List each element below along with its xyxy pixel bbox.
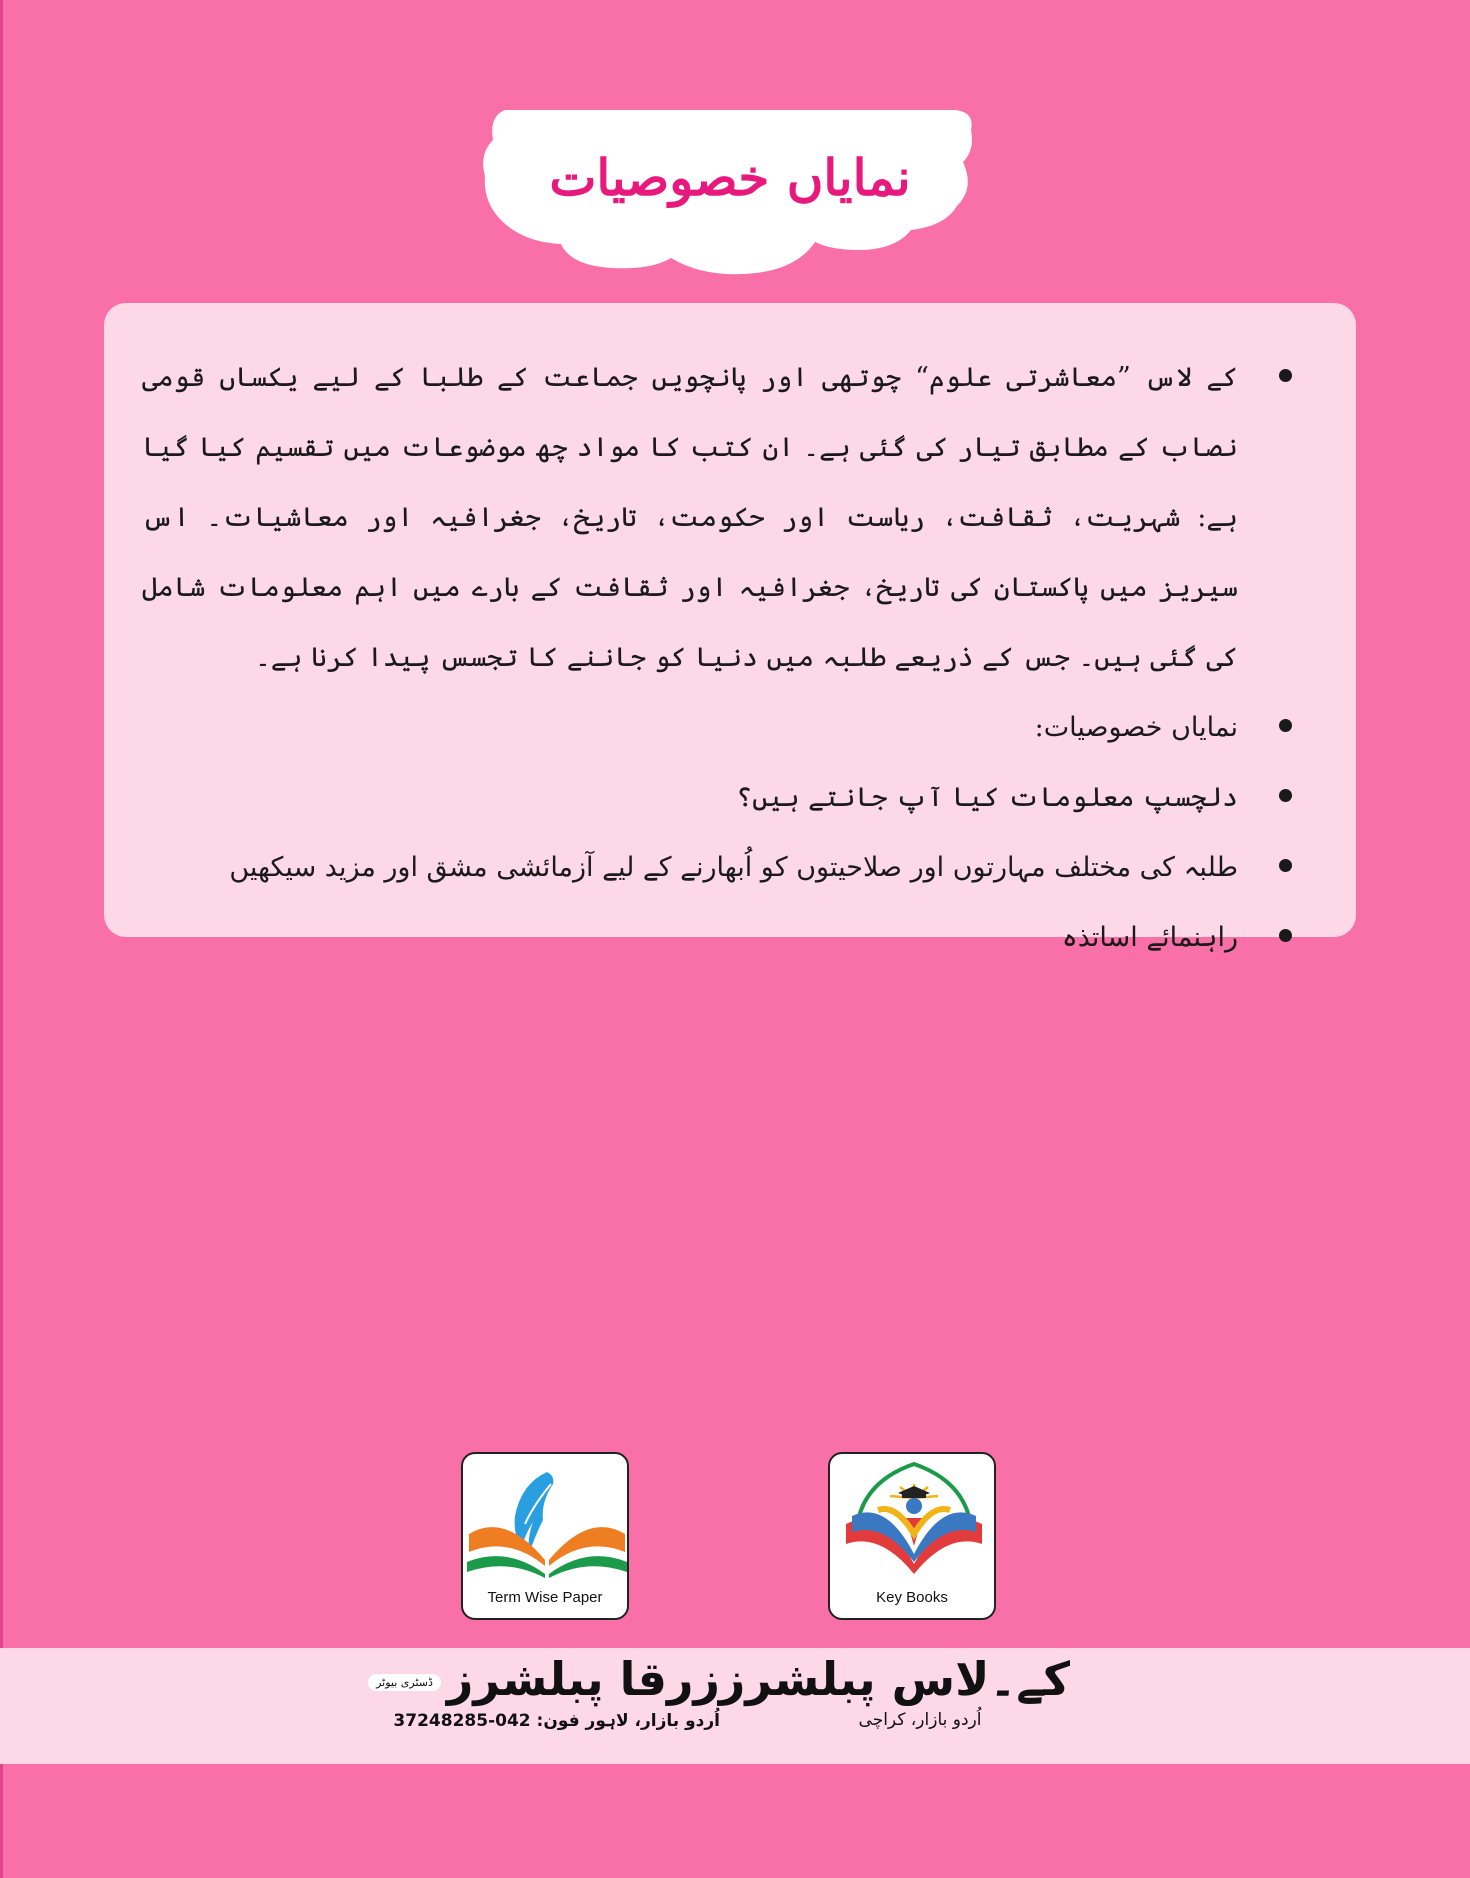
key-books-logo: [828, 1452, 996, 1620]
publisher-zarqa: [376, 1652, 720, 1731]
logo-caption: Key Books: [876, 1589, 948, 1606]
term-wise-paper-logo: [461, 1452, 629, 1620]
list-item: [142, 903, 1292, 973]
bullet-text: راہنمائے اساتذہ: [1061, 922, 1238, 953]
features-list: [142, 343, 1292, 973]
list-item: [142, 833, 1292, 903]
publisher-kelas: [718, 1652, 1070, 1730]
bullet-text: دلچسپ معلومات کیا آپ جانتے ہیں؟: [736, 782, 1238, 813]
logo-caption: Term Wise Paper: [487, 1589, 603, 1606]
publisher-name: زرقا پبلشرز: [446, 1652, 720, 1706]
bullet-icon: [1279, 859, 1292, 872]
bullet-icon: [1279, 929, 1292, 942]
bullet-icon: [1279, 789, 1292, 802]
intro-paragraph: کے لاس ”معاشرتی علوم“ چوتھی اور پانچویں جماعت کے طلبا کے لیے یکساں قومی نصاب کے مطابق تیار کی گئی ہے۔ ان کتب کا مواد چھ موضوعات میں تقسیم کیا گیا ہے: شہریت، ثقافت، ریاست اور حکومت، تاریخ، جغرافیہ اور معاشیات۔ اس سیریز میں پاکستان کی تاریخ، جغرافیہ اور ثقافت کے بارے میں اہم معلومات شامل کی گئی ہیں۔ جس کے ذریعے طلبہ میں دنیا کو جاننے کا تجسس پیدا کرنا ہے۔: [142, 362, 1238, 673]
publisher-address: اُردو بازار، کراچی: [858, 1710, 982, 1730]
bullet-icon: [1279, 369, 1292, 382]
features-panel: [104, 303, 1356, 953]
list-item: [142, 693, 1292, 763]
publisher-name: کے۔لاس پبلشرز: [718, 1652, 1070, 1706]
distributor-badge: ڈسٹری بیوٹر: [368, 1674, 441, 1691]
title-cloud: [475, 110, 985, 280]
publisher-name-row: [376, 1652, 720, 1706]
page-edge: [0, 0, 3, 1878]
bullet-icon: [1279, 719, 1292, 732]
publisher-address: اُردو بازار، لاہور فون: 042-37248285: [393, 1711, 720, 1731]
list-item-intro: [142, 343, 1292, 693]
list-item: [142, 763, 1292, 833]
bullet-text: طلبہ کی مختلف مہارتوں اور صلاحیتوں کو اُبھارنے کے لیے آزمائشی مشق اور مزید سیکھیں: [229, 852, 1238, 883]
page-title: نمایاں خصوصیات: [549, 148, 911, 207]
bullet-text: نمایاں خصوصیات:: [1034, 712, 1238, 743]
